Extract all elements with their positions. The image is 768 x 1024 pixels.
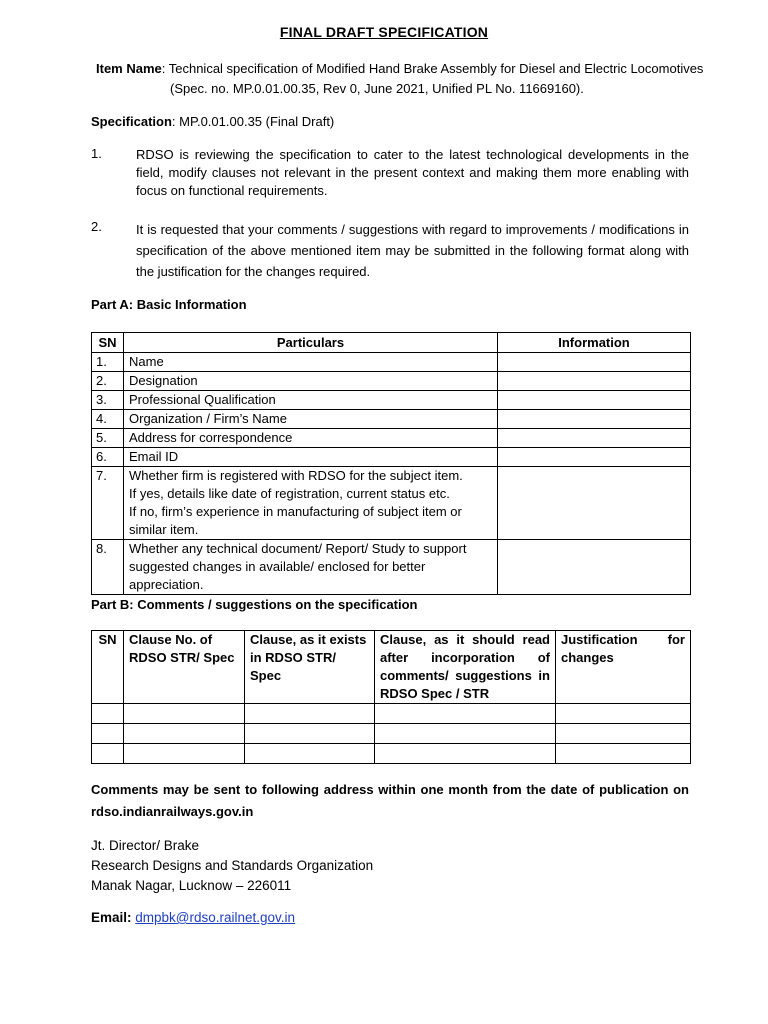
row-information-cell[interactable] [498, 391, 691, 410]
row-information-cell[interactable] [498, 467, 691, 540]
particulars-line: Whether any technical document/ Report/ Study to support [129, 541, 467, 556]
comments-note: Comments may be sent to following address within one month from the date of publication on rdso.indianrailways.gov.in [91, 782, 689, 819]
empty-cell[interactable] [375, 744, 556, 764]
address-line: Research Designs and Standards Organization [91, 858, 374, 873]
address-line: Manak Nagar, Lucknow – 226011 [91, 878, 292, 893]
table-row [92, 704, 691, 724]
empty-cell[interactable] [375, 724, 556, 744]
paragraph-number: 1. [91, 146, 102, 161]
address-line: Jt. Director/ Brake [91, 838, 200, 853]
email-label: Email: [91, 910, 132, 925]
table-header-row [92, 631, 691, 704]
page-title: FINAL DRAFT SPECIFICATION [279, 24, 489, 40]
particulars-line: Email ID [129, 449, 179, 464]
particulars-line: Name [129, 354, 164, 369]
table-row [92, 540, 691, 595]
row-sn: 2. [92, 372, 124, 391]
row-particulars [124, 372, 498, 391]
row-sn: 7. [92, 467, 124, 540]
table-header-row [92, 333, 691, 353]
particulars-line: If yes, details like date of registration, current status etc. [129, 486, 450, 501]
row-sn: 4. [92, 410, 124, 429]
particulars-line: Organization / Firm’s Name [129, 411, 287, 426]
table-row [92, 448, 691, 467]
particulars-line: Address for correspondence [129, 430, 293, 445]
paragraph-text: RDSO is reviewing the specification to cater to the latest technological developments in the field, modify clauses not relevant in the present context and making them more enabling with focus on functional requirements. [136, 147, 689, 198]
particulars-line: suggested changes in available/ enclosed for better appreciation. [129, 559, 426, 592]
specification-text: : MP.0.01.00.35 (Final Draft) [171, 114, 335, 129]
specification-label: Specification [91, 114, 172, 129]
row-information-cell[interactable] [498, 540, 691, 595]
particulars-line: Designation [129, 373, 198, 388]
column-header-justification: Justification for changes [556, 631, 691, 704]
column-header-clause-exists: Clause, as it exists in RDSO STR/ Spec [245, 631, 375, 704]
row-sn: 5. [92, 429, 124, 448]
column-header-sn: SN [92, 631, 124, 704]
column-header-sn: SN [92, 333, 124, 353]
row-particulars [124, 540, 498, 595]
row-particulars [124, 410, 498, 429]
row-information-cell[interactable] [498, 353, 691, 372]
row-information-cell[interactable] [498, 372, 691, 391]
paragraph-text: It is requested that your comments / suggestions with regard to improvements / modifications in specification of the above mentioned item may be submitted in the following format along with the justification for the changes required. [136, 222, 689, 279]
part-b-heading: Part B: Comments / suggestions on the specification [91, 597, 418, 612]
table-row [92, 429, 691, 448]
particulars-line: If no, firm’s experience in manufacturing of subject item or similar item. [129, 504, 462, 537]
row-information-cell[interactable] [498, 448, 691, 467]
empty-cell[interactable] [556, 704, 691, 724]
paragraph-number: 2. [91, 219, 102, 234]
table-row [92, 353, 691, 372]
particulars-line: Whether firm is registered with RDSO for the subject item. [129, 468, 463, 483]
postal-address [91, 836, 373, 896]
empty-cell[interactable] [124, 724, 245, 744]
empty-cell[interactable] [124, 744, 245, 764]
column-header-clause-should-read: Clause, as it should read after incorporation of comments/ suggestions in RDSO Spec / STR [375, 631, 556, 704]
column-header-clause-no: Clause No. of RDSO STR/ Spec [124, 631, 245, 704]
particulars-line: Professional Qualification [129, 392, 276, 407]
table-row [92, 744, 691, 764]
item-name-label: Item Name [96, 61, 162, 76]
row-information-cell[interactable] [498, 429, 691, 448]
table-row [92, 391, 691, 410]
empty-cell[interactable] [245, 704, 375, 724]
email-line [91, 910, 295, 925]
empty-cell[interactable] [124, 704, 245, 724]
email-link[interactable]: dmpbk@rdso.railnet.gov.in [135, 910, 296, 925]
row-sn: 8. [92, 540, 124, 595]
column-header-information: Information [498, 333, 691, 353]
empty-cell[interactable] [375, 704, 556, 724]
empty-cell[interactable] [92, 724, 124, 744]
column-header-particulars: Particulars [124, 333, 498, 353]
table-row [92, 372, 691, 391]
table-row [92, 724, 691, 744]
row-sn: 3. [92, 391, 124, 410]
empty-cell[interactable] [92, 744, 124, 764]
part-a-heading: Part A: Basic Information [91, 297, 247, 312]
table-row [92, 467, 691, 540]
empty-cell[interactable] [556, 744, 691, 764]
empty-cell[interactable] [556, 724, 691, 744]
row-particulars [124, 391, 498, 410]
row-particulars [124, 429, 498, 448]
row-information-cell[interactable] [498, 410, 691, 429]
row-sn: 6. [92, 448, 124, 467]
specification-line [91, 113, 334, 131]
empty-cell[interactable] [92, 704, 124, 724]
row-sn: 1. [92, 353, 124, 372]
item-name-spec-details: (Spec. no. MP.0.01.00.35, Rev 0, June 2021, Unified PL No. 11669160). [170, 81, 584, 96]
table-row [92, 410, 691, 429]
comments-table [91, 630, 691, 764]
row-particulars [124, 467, 498, 540]
empty-cell[interactable] [245, 744, 375, 764]
item-name-line [96, 59, 703, 78]
empty-cell[interactable] [245, 724, 375, 744]
basic-information-table [91, 332, 691, 595]
row-particulars [124, 448, 498, 467]
item-name-text: : Technical specification of Modified Hand Brake Assembly for Diesel and Electric Locomotives [161, 61, 704, 76]
row-particulars [124, 353, 498, 372]
